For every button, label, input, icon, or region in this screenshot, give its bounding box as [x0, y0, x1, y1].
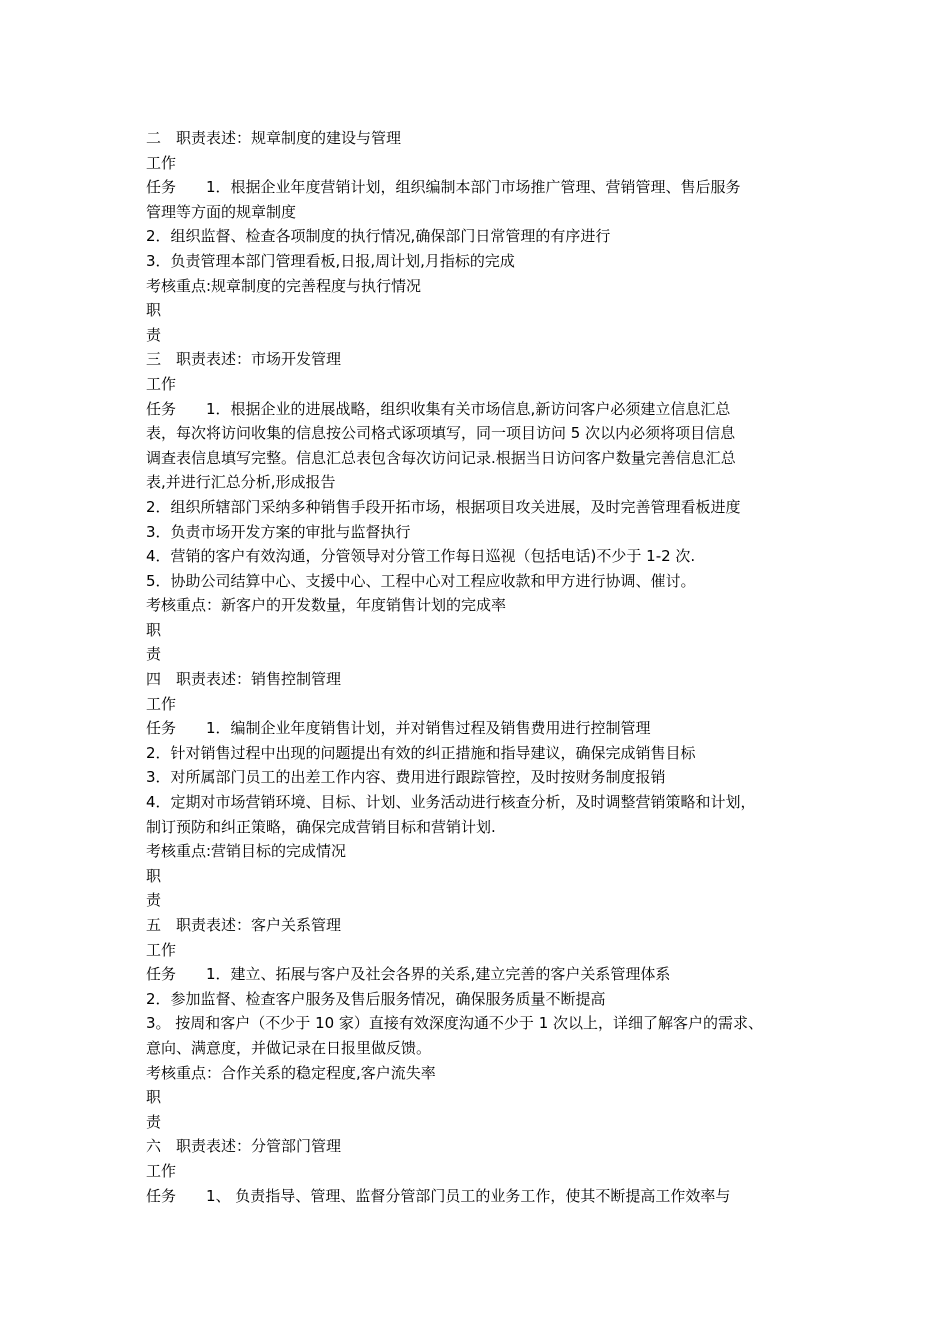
text-line: 考核重点：合作关系的稳定程度,客户流失率	[146, 1063, 436, 1082]
text-line: 意向、满意度，并做记录在日报里做反馈。	[146, 1038, 432, 1057]
text-line: 任务 1．编制企业年度销售计划，并对销售过程及销售费用进行控制管理	[146, 719, 651, 738]
text-line: 职	[146, 866, 162, 885]
text-line: 五 职责表述：客户关系管理	[146, 916, 342, 934]
document-body	[146, 126, 826, 1208]
text-line: 三 职责表述：市场开发管理	[146, 350, 342, 369]
text-line: 责	[146, 1112, 162, 1131]
text-line: 考核重点:营销目标的完成情况	[146, 842, 347, 861]
text-line: 工作	[146, 694, 177, 713]
text-line: 考核重点：新客户的开发数量，年度销售计划的完成率	[146, 596, 507, 615]
text-line: 责	[146, 645, 162, 664]
text-line: 四 职责表述：销售控制管理	[146, 670, 342, 689]
text-line: 3．对所属部门员工的出差工作内容、费用进行跟踪管控，及时按财务制度报销	[146, 768, 666, 787]
text-line: 责	[146, 891, 162, 910]
text-line: 工作	[146, 374, 177, 393]
text-line: 任务 1．根据企业年度营销计划，组织编制本部门市场推广管理、营销管理、售后服务	[146, 178, 741, 197]
text-line: 工作	[146, 940, 177, 959]
text-line: 2．参加监督、检查客户服务及售后服务情况，确保服务质量不断提高	[146, 989, 606, 1008]
text-line: 职	[146, 301, 162, 320]
text-line: 3．负责管理本部门管理看板,日报,周计划,月指标的完成	[146, 251, 515, 270]
text-line: 2．针对销售过程中出现的问题提出有效的纠正措施和指导建议，确保完成销售目标	[146, 743, 696, 762]
text-line: 任务 1．建立、拓展与客户及社会各界的关系,建立完善的客户关系管理体系	[146, 965, 671, 984]
text-line: 4．定期对市场营销环境、目标、计划、业务活动进行核查分析，及时调整营销策略和计划，	[146, 793, 756, 812]
text-line: 调查表信息填写完整。信息汇总表包含每次访问记录.根据当日访问客户数量完善信息汇总	[146, 448, 736, 467]
text-line: 4．营销的客户有效沟通，分管领导对分管工作每日巡视（包括电话)不少于 1-2 次.	[146, 547, 696, 566]
text-line: 职	[146, 620, 162, 639]
text-line: 表,并进行汇总分析,形成报告	[146, 473, 336, 492]
text-line: 表，每次将访问收集的信息按公司格式诼项填写，同一项目访问 5 次以内必须将项目信息	[146, 424, 736, 443]
text-line: 任务 1、 负责指导、管理、监督分管部门员工的业务工作，使其不断提高工作效率与	[146, 1186, 731, 1205]
text-line: 工作	[146, 153, 177, 172]
text-line: 二 职责表述：规章制度的建设与管理	[146, 129, 402, 147]
text-line: 2．组织所辖部门采纳多种销售手段开拓市场，根据项目攻关进展，及时完善管理看板进度	[146, 497, 741, 516]
text-line: 考核重点:规章制度的完善程度与执行情况	[146, 276, 422, 295]
text-line: 3．负责市场开发方案的审批与监督执行	[146, 522, 411, 541]
text-line: 管理等方面的规章制度	[146, 202, 297, 221]
text-line: 六 职责表述：分管部门管理	[146, 1137, 342, 1156]
text-line: 5．协助公司结算中心、支援中心、工程中心对工程应收款和甲方进行协调、催讨。	[146, 571, 696, 590]
text-line: 工作	[146, 1161, 177, 1180]
text-line: 制订预防和纠正策略，确保完成营销目标和营销计划.	[146, 817, 496, 836]
text-line: 任务 1．根据企业的进展战略，组织收集有关市场信息,新访问客户必须建立信息汇总	[146, 399, 731, 418]
text-line: 2．组织监督、检查各项制度的执行情况,确保部门日常管理的有序进行	[146, 227, 611, 246]
text-line: 责	[146, 325, 162, 344]
text-line: 3。 按周和客户（不少于 10 家）直接有效深度沟通不少于 1 次以上，详细了解客户的需求、	[146, 1014, 764, 1033]
text-line: 职	[146, 1088, 162, 1107]
